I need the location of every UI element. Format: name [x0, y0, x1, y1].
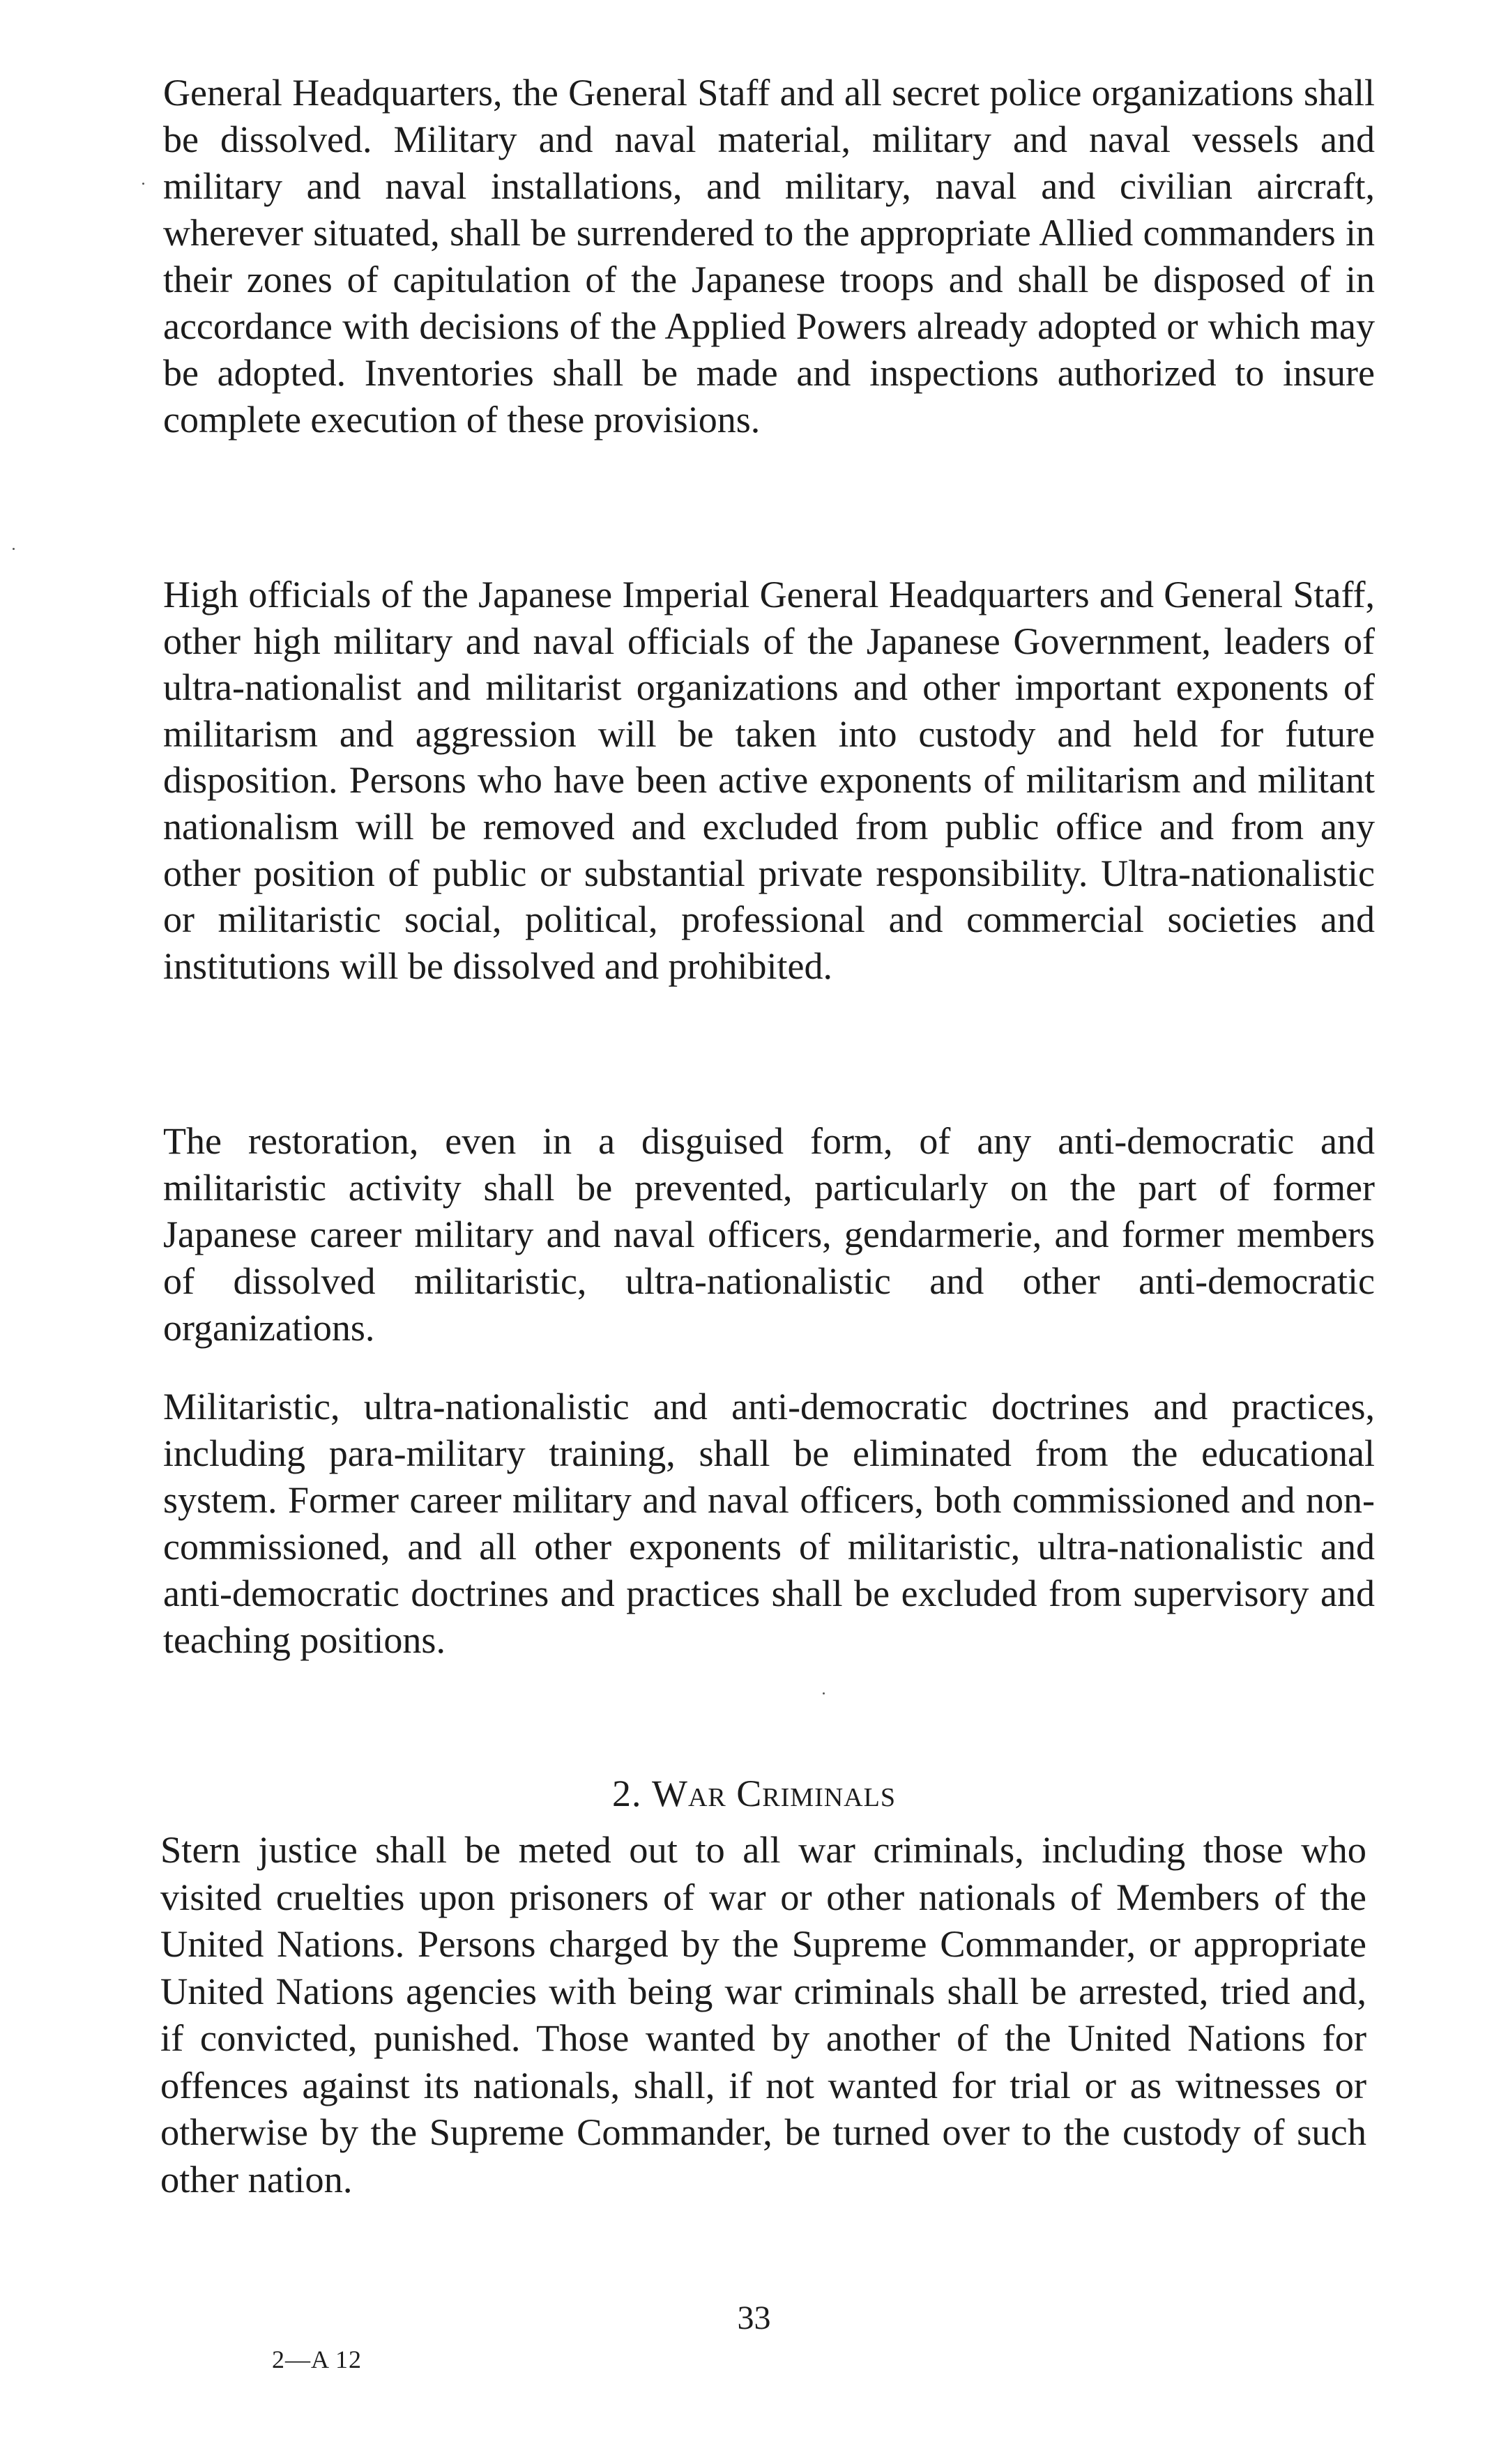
paragraph-restoration-prevention: The restoration, even in a disguised form, of any anti-democratic and militaristic activity shall be prevented, particularly on the part of former Japanese career military and naval officers, gendarmerie, and former members of dissolved militaristic, ultra-nationalistic and other anti-democratic organizations.: [163, 1120, 1375, 1349]
paragraph-dissolution: General Headquarters, the General Staff and all secret police organizations shall be dissolved. Military and naval material, military and naval vessels and military and naval installations, and military, naval and civilian aircraft, wherever situated, shall be surrendered to the appropriate Allied commanders in their zones of capitulation of the Japanese troops and shall be disposed of in accordance with decisions of the Applied Powers already adopted or which may be adopted. Inventories shall be made and inspections authorized to insure complete execution of these provisions.: [163, 72, 1375, 441]
margin-speck: [823, 1692, 825, 1694]
margin-speck: [142, 183, 144, 185]
section-number: 2.: [612, 1773, 642, 1814]
paragraph-education-reform: Militaristic, ultra-nationalistic and anti-democratic doctrines and practices, including para-military training, shall be eliminated from the educational system. Former career military and naval officers, both commissioned and non-commissioned, and all other exponents of militaristic, ultra-nationalistic and anti-democratic doctrines and practices shall be excluded from supervisory and teaching positions.: [163, 1386, 1375, 1661]
margin-speck: [13, 548, 15, 550]
page-number: 33: [737, 2300, 771, 2336]
paragraph-officials-custody: High officials of the Japanese Imperial General Headquarters and General Staff, other high military and naval officials of the Japanese Government, leaders of ultra-nationalist and militarist organizations and other important exponents of militarism and aggression will be taken into custody and held for future disposition. Persons who have been active exponents of militarism and militant nationalism will be removed and excluded from public office and from any other position of public or substantial private responsibility. Ultra-nationalistic or militaristic social, political, professional and commercial societies and institutions will be dissolved and prohibited.: [163, 574, 1375, 987]
paragraph-war-criminals: Stern justice shall be meted out to all war criminals, including those who visited cruelties upon prisoners of war or other nationals of Members of the United Nations. Persons charged by the Supreme Commander, or appropriate United Nations agencies with being war criminals shall be arrested, tried and, if convicted, punished. Those wanted by another of the United Nations for offences against its nationals, shall, if not wanted for trial or as witnesses or otherwise by the Supreme Commander, be turned over to the custody of such other nation.: [160, 1828, 1366, 2201]
section-title: War Criminals: [652, 1773, 896, 1814]
printer-signature-mark: 2—A 12: [272, 2346, 363, 2373]
section-heading: [0, 1770, 1508, 1817]
